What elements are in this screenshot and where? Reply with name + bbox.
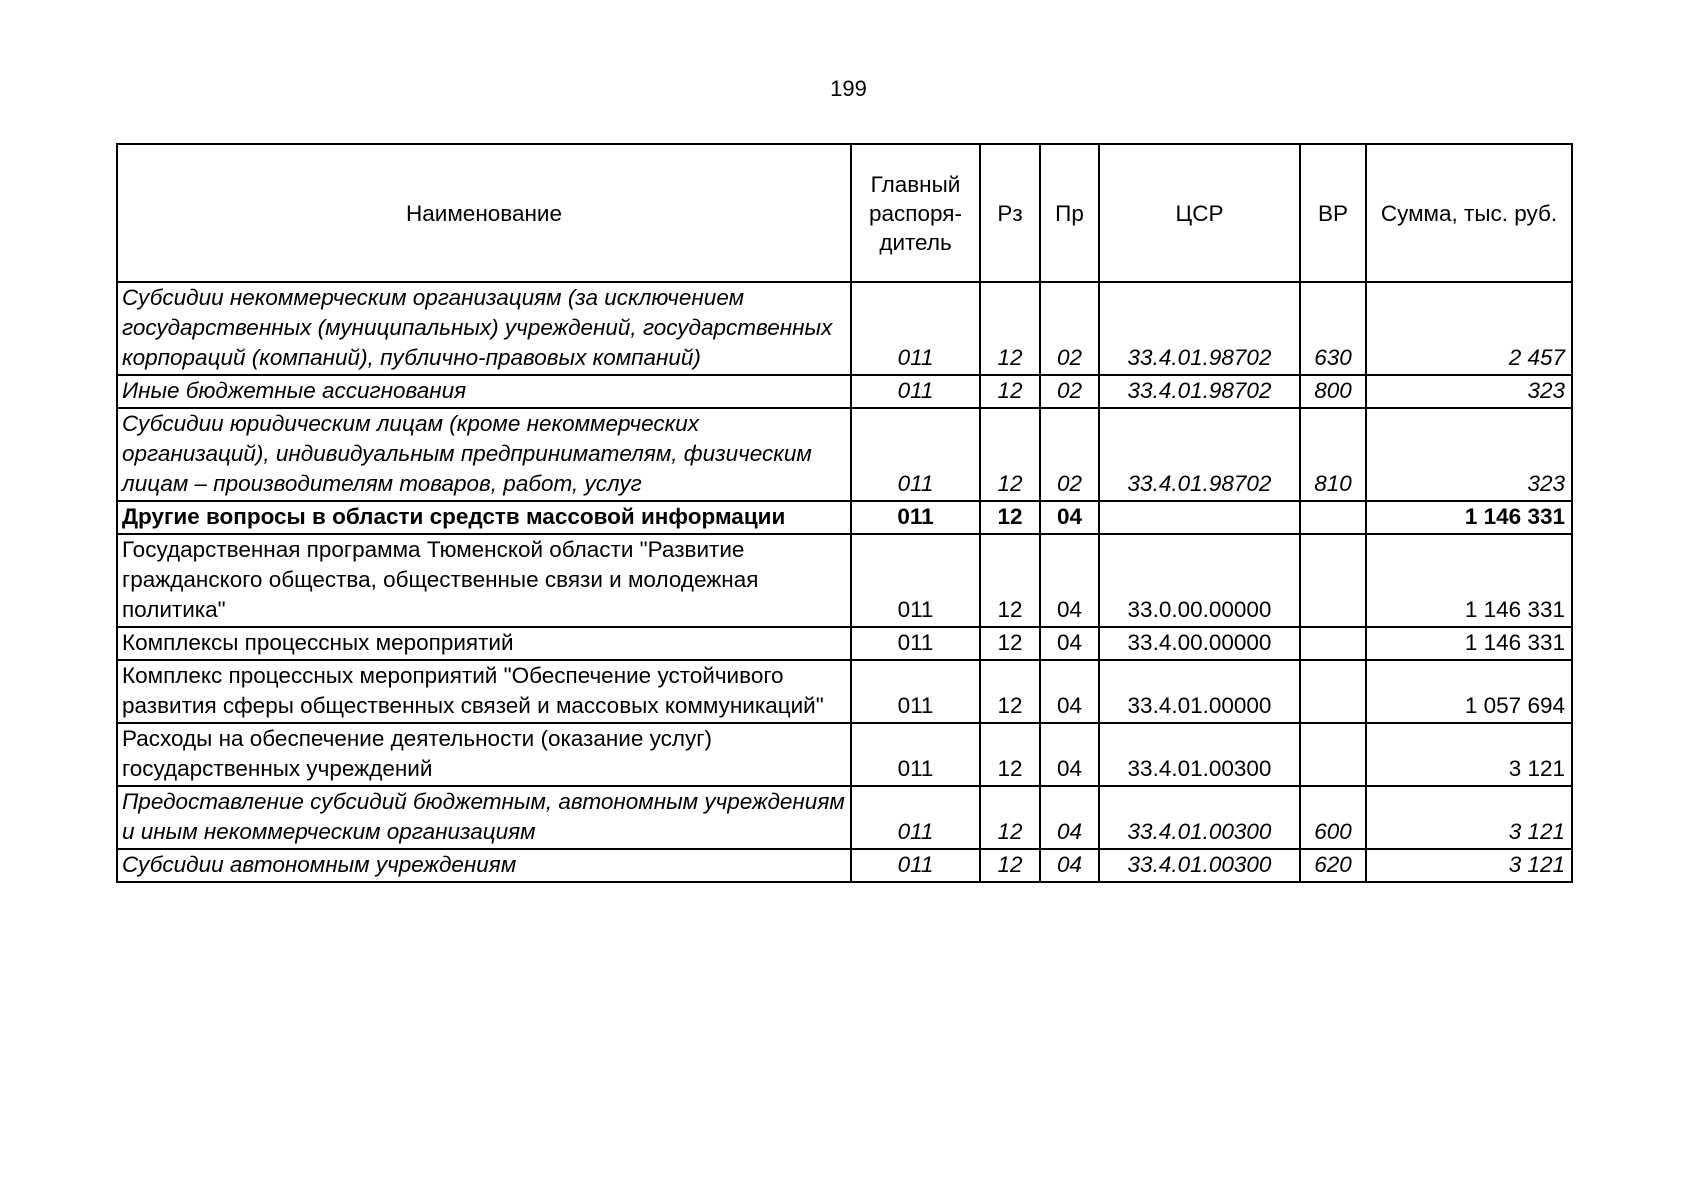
cell-vr: 630: [1300, 282, 1366, 375]
cell-chief: 011: [851, 660, 980, 723]
header-name: Наименование: [117, 144, 851, 282]
cell-name: Иные бюджетные ассигнования: [117, 375, 851, 408]
cell-chief: 011: [851, 849, 980, 882]
header-vr: ВР: [1300, 144, 1366, 282]
cell-csr: 33.4.00.00000: [1099, 627, 1300, 660]
cell-rz: 12: [980, 849, 1040, 882]
cell-sum: 323: [1366, 408, 1572, 501]
cell-pr: 04: [1040, 627, 1099, 660]
cell-pr: 02: [1040, 282, 1099, 375]
cell-name: Государственная программа Тюменской области "Развитие гражданского общества, общественные связи и молодежная политика": [117, 534, 851, 627]
header-sum: Сумма, тыс. руб.: [1366, 144, 1572, 282]
table-row: [117, 660, 1572, 723]
cell-sum: 1 057 694: [1366, 660, 1572, 723]
cell-csr: 33.4.01.98702: [1099, 282, 1300, 375]
header-row: [117, 144, 1572, 282]
table-row: [117, 627, 1572, 660]
cell-rz: 12: [980, 501, 1040, 534]
cell-csr: 33.4.01.98702: [1099, 375, 1300, 408]
cell-name: Предоставление субсидий бюджетным, автономным учреждениям и иным некоммерческим организациям: [117, 786, 851, 849]
cell-rz: 12: [980, 375, 1040, 408]
cell-sum: 323: [1366, 375, 1572, 408]
cell-sum: 3 121: [1366, 723, 1572, 786]
cell-chief: 011: [851, 534, 980, 627]
cell-vr: [1300, 627, 1366, 660]
cell-pr: 04: [1040, 534, 1099, 627]
cell-sum: 1 146 331: [1366, 627, 1572, 660]
cell-name: Расходы на обеспечение деятельности (оказание услуг) государственных учреждений: [117, 723, 851, 786]
cell-vr: 620: [1300, 849, 1366, 882]
header-csr: ЦСР: [1099, 144, 1300, 282]
cell-pr: 04: [1040, 849, 1099, 882]
cell-csr: 33.4.01.00300: [1099, 723, 1300, 786]
cell-vr: [1300, 501, 1366, 534]
table-row: [117, 534, 1572, 627]
cell-pr: 04: [1040, 723, 1099, 786]
cell-chief: 011: [851, 786, 980, 849]
page-number: 199: [830, 76, 867, 101]
cell-sum: 1 146 331: [1366, 534, 1572, 627]
cell-sum: 2 457: [1366, 282, 1572, 375]
cell-vr: [1300, 723, 1366, 786]
cell-chief: 011: [851, 408, 980, 501]
cell-name: Другие вопросы в области средств массовой информации: [117, 501, 851, 534]
cell-pr: 02: [1040, 375, 1099, 408]
cell-vr: [1300, 660, 1366, 723]
table-row: [117, 786, 1572, 849]
table-row-section: [117, 501, 1572, 534]
table-row: [117, 849, 1572, 882]
budget-table: [116, 143, 1573, 883]
cell-rz: 12: [980, 660, 1040, 723]
cell-vr: [1300, 534, 1366, 627]
cell-rz: 12: [980, 723, 1040, 786]
cell-name: Субсидии автономным учреждениям: [117, 849, 851, 882]
cell-chief: 011: [851, 627, 980, 660]
table-row: [117, 282, 1572, 375]
cell-chief: 011: [851, 375, 980, 408]
cell-chief: 011: [851, 723, 980, 786]
header-chief: Главный распоря-дитель: [851, 144, 980, 282]
cell-csr: 33.4.01.00000: [1099, 660, 1300, 723]
cell-csr: 33.4.01.00300: [1099, 849, 1300, 882]
cell-vr: 800: [1300, 375, 1366, 408]
table-row: [117, 375, 1572, 408]
cell-name: Субсидии некоммерческим организациям (за исключением государственных (муниципальных) учреждений, государственных корпораций (компаний), публично-правовых компаний): [117, 282, 851, 375]
cell-name: Комплексы процессных мероприятий: [117, 627, 851, 660]
cell-rz: 12: [980, 534, 1040, 627]
cell-sum: 3 121: [1366, 786, 1572, 849]
cell-pr: 04: [1040, 660, 1099, 723]
table-row: [117, 408, 1572, 501]
cell-rz: 12: [980, 627, 1040, 660]
cell-rz: 12: [980, 408, 1040, 501]
cell-chief: 011: [851, 282, 980, 375]
cell-name: Комплекс процессных мероприятий "Обеспечение устойчивого развития сферы общественных связей и массовых коммуникаций": [117, 660, 851, 723]
cell-name: Субсидии юридическим лицам (кроме некоммерческих организаций), индивидуальным предпринимателям, физическим лицам – производителям товаров, работ, услуг: [117, 408, 851, 501]
cell-chief: 011: [851, 501, 980, 534]
cell-vr: 810: [1300, 408, 1366, 501]
cell-rz: 12: [980, 786, 1040, 849]
cell-pr: 04: [1040, 786, 1099, 849]
header-rz: Рз: [980, 144, 1040, 282]
cell-csr: [1099, 501, 1300, 534]
cell-csr: 33.0.00.00000: [1099, 534, 1300, 627]
cell-pr: 04: [1040, 501, 1099, 534]
table-row: [117, 723, 1572, 786]
cell-rz: 12: [980, 282, 1040, 375]
cell-pr: 02: [1040, 408, 1099, 501]
cell-vr: 600: [1300, 786, 1366, 849]
header-pr: Пр: [1040, 144, 1099, 282]
cell-csr: 33.4.01.00300: [1099, 786, 1300, 849]
cell-sum: 3 121: [1366, 849, 1572, 882]
cell-sum: 1 146 331: [1366, 501, 1572, 534]
cell-csr: 33.4.01.98702: [1099, 408, 1300, 501]
